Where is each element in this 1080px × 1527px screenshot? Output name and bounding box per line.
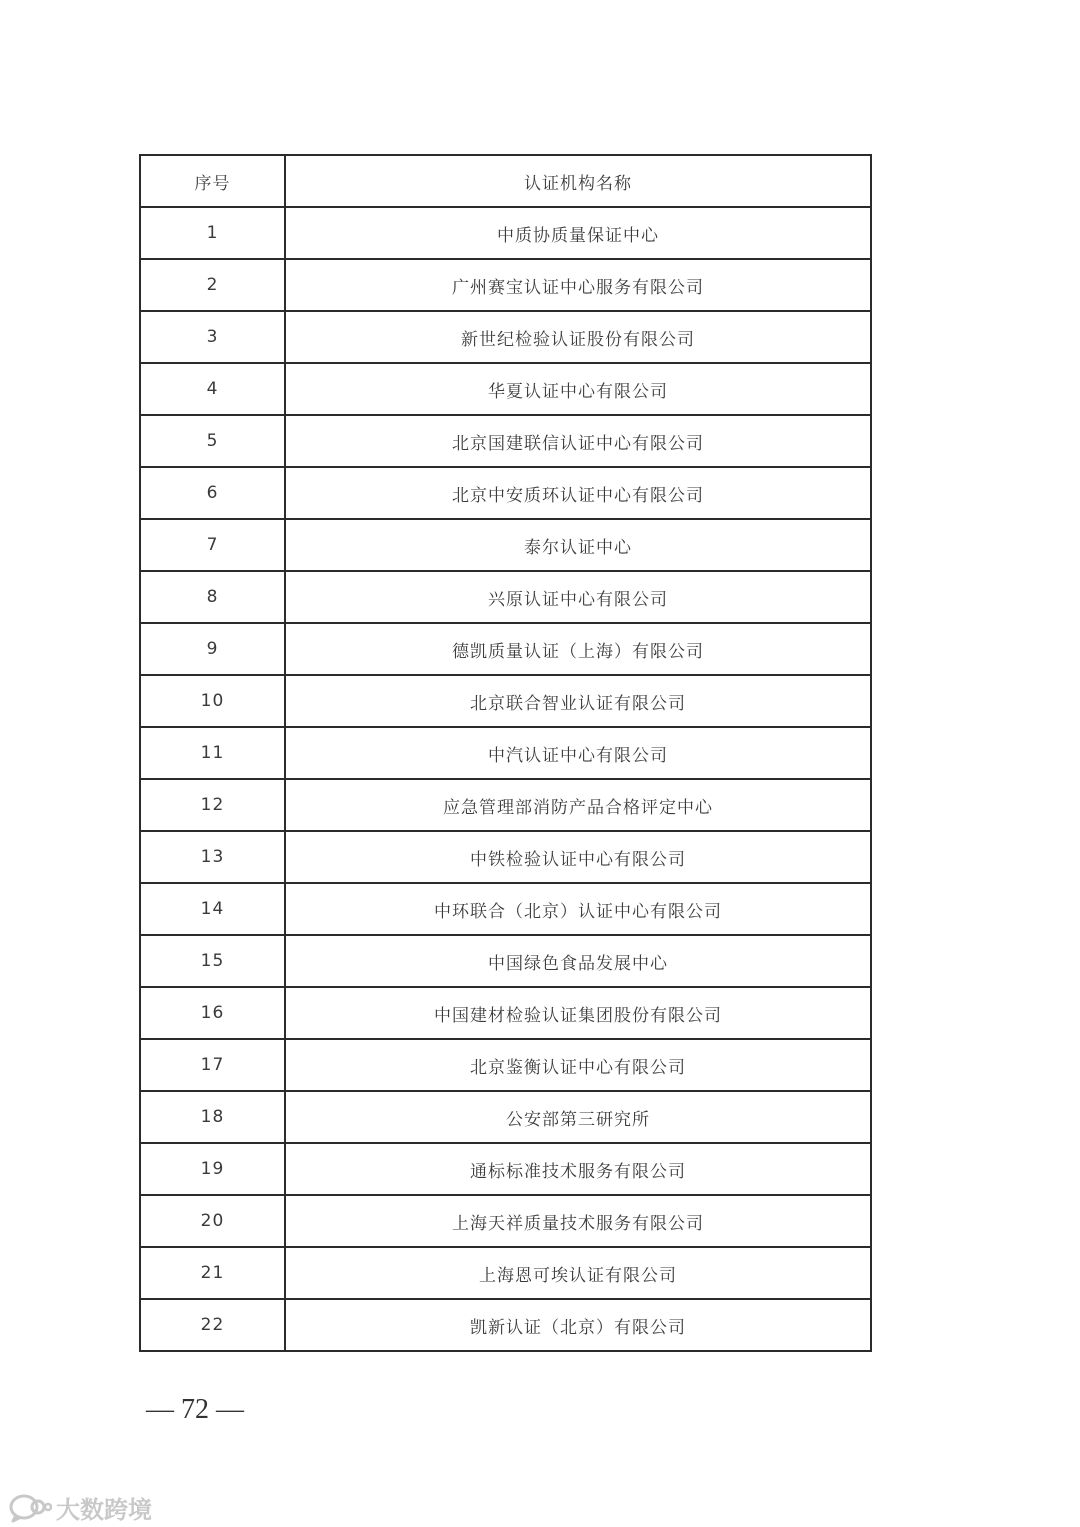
row-index: 15 [140, 935, 285, 987]
row-institution-name: 通标标准技术服务有限公司 [285, 1143, 871, 1195]
row-institution-name: 兴原认证中心有限公司 [285, 571, 871, 623]
table-body [140, 207, 871, 1351]
table-row [140, 623, 871, 675]
row-institution-name: 中铁检验认证中心有限公司 [285, 831, 871, 883]
table-row [140, 1039, 871, 1091]
row-index: 13 [140, 831, 285, 883]
table-row [140, 675, 871, 727]
row-institution-name: 中环联合（北京）认证中心有限公司 [285, 883, 871, 935]
row-index: 22 [140, 1299, 285, 1351]
chat-bubble-logo-icon [8, 1493, 52, 1523]
table-row [140, 415, 871, 467]
row-index: 1 [140, 207, 285, 259]
table-row [140, 935, 871, 987]
row-institution-name: 公安部第三研究所 [285, 1091, 871, 1143]
table-row [140, 1143, 871, 1195]
row-index: 6 [140, 467, 285, 519]
table-row [140, 779, 871, 831]
row-institution-name: 凯新认证（北京）有限公司 [285, 1299, 871, 1351]
row-index: 12 [140, 779, 285, 831]
row-institution-name: 上海天祥质量技术服务有限公司 [285, 1195, 871, 1247]
row-institution-name: 泰尔认证中心 [285, 519, 871, 571]
table-row [140, 571, 871, 623]
table-header-row [140, 155, 871, 207]
row-index: 8 [140, 571, 285, 623]
row-institution-name: 华夏认证中心有限公司 [285, 363, 871, 415]
row-index: 19 [140, 1143, 285, 1195]
table-row [140, 467, 871, 519]
table-row [140, 727, 871, 779]
row-index: 10 [140, 675, 285, 727]
watermark-text: 大数跨境 [56, 1496, 152, 1524]
table-row [140, 883, 871, 935]
table-row [140, 1299, 871, 1351]
row-institution-name: 中国绿色食品发展中心 [285, 935, 871, 987]
table-row [140, 987, 871, 1039]
row-index: 20 [140, 1195, 285, 1247]
header-index: 序号 [140, 155, 285, 207]
certification-body-table [139, 154, 872, 1352]
row-index: 3 [140, 311, 285, 363]
row-institution-name: 新世纪检验认证股份有限公司 [285, 311, 871, 363]
row-institution-name: 上海恩可埃认证有限公司 [285, 1247, 871, 1299]
table-row [140, 1195, 871, 1247]
row-institution-name: 广州赛宝认证中心服务有限公司 [285, 259, 871, 311]
row-index: 7 [140, 519, 285, 571]
row-index: 14 [140, 883, 285, 935]
table-row [140, 311, 871, 363]
row-institution-name: 应急管理部消防产品合格评定中心 [285, 779, 871, 831]
table-row [140, 1091, 871, 1143]
row-index: 18 [140, 1091, 285, 1143]
row-institution-name: 北京国建联信认证中心有限公司 [285, 415, 871, 467]
row-institution-name: 德凯质量认证（上海）有限公司 [285, 623, 871, 675]
row-index: 11 [140, 727, 285, 779]
row-index: 9 [140, 623, 285, 675]
row-index: 5 [140, 415, 285, 467]
page-number: — 72 — [146, 1394, 244, 1425]
row-index: 4 [140, 363, 285, 415]
row-institution-name: 中汽认证中心有限公司 [285, 727, 871, 779]
header-name: 认证机构名称 [285, 155, 871, 207]
table-row [140, 363, 871, 415]
table-row [140, 519, 871, 571]
watermark [8, 1490, 152, 1525]
row-index: 2 [140, 259, 285, 311]
table-row [140, 207, 871, 259]
row-institution-name: 中质协质量保证中心 [285, 207, 871, 259]
table-row [140, 1247, 871, 1299]
row-institution-name: 中国建材检验认证集团股份有限公司 [285, 987, 871, 1039]
table-row [140, 259, 871, 311]
row-index: 17 [140, 1039, 285, 1091]
row-institution-name: 北京鉴衡认证中心有限公司 [285, 1039, 871, 1091]
table-row [140, 831, 871, 883]
row-index: 21 [140, 1247, 285, 1299]
row-index: 16 [140, 987, 285, 1039]
row-institution-name: 北京联合智业认证有限公司 [285, 675, 871, 727]
row-institution-name: 北京中安质环认证中心有限公司 [285, 467, 871, 519]
